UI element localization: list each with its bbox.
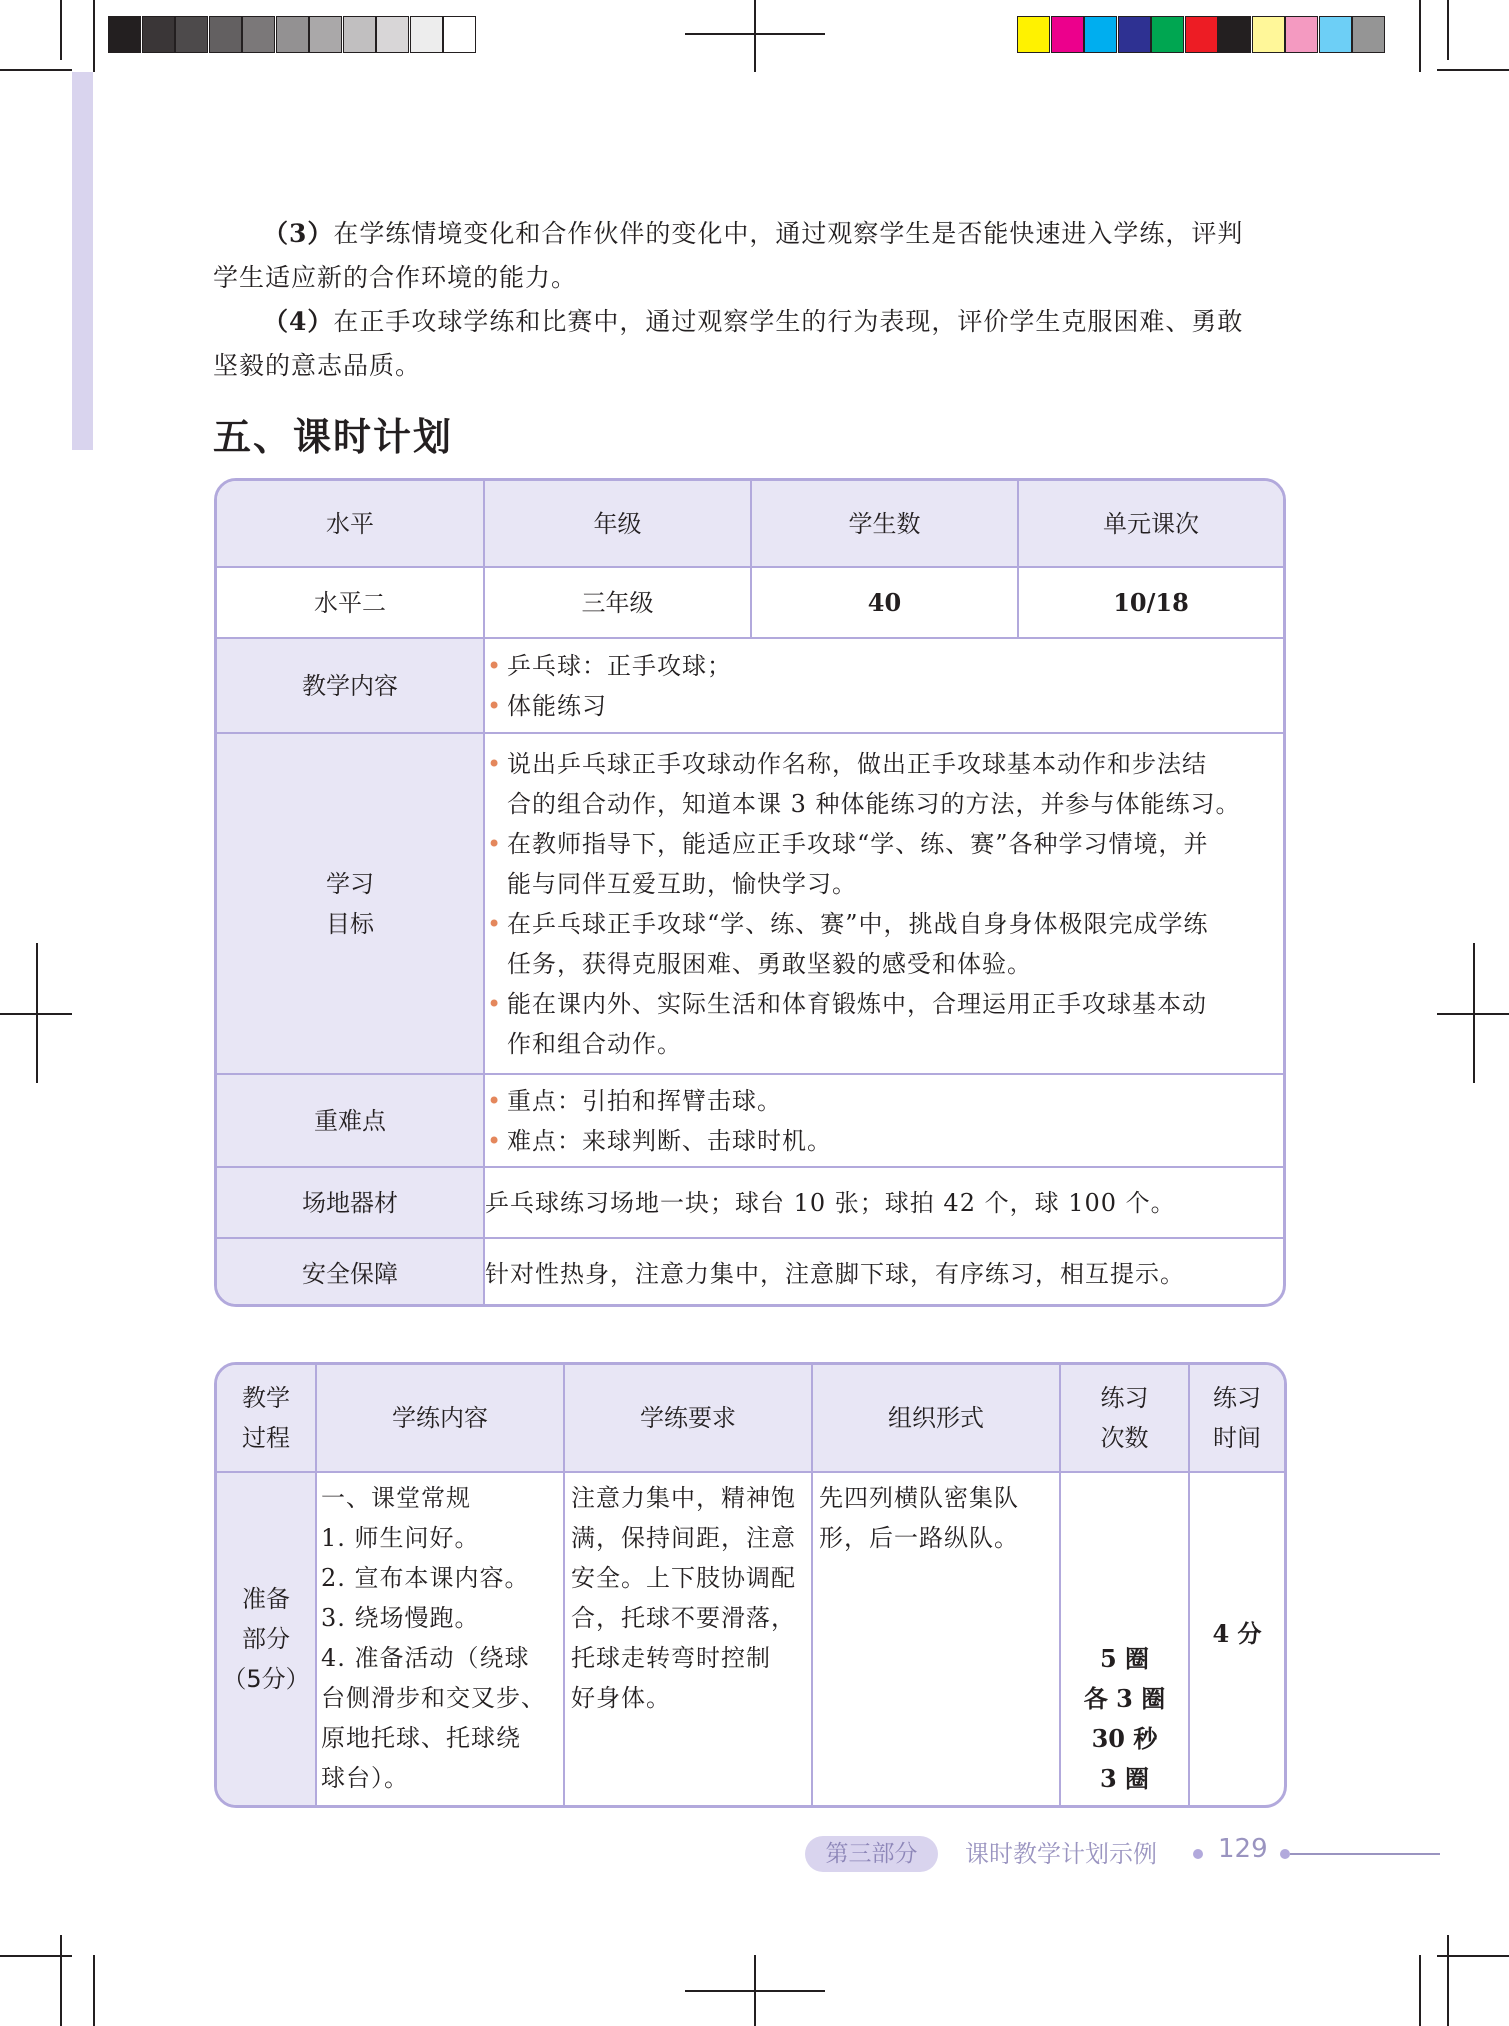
color-swatch [108, 16, 141, 53]
count-line: 5 圈 [1099, 1644, 1150, 1673]
color-swatch [1151, 16, 1184, 53]
color-swatch [410, 16, 443, 53]
crop-mark [1419, 1955, 1421, 2026]
header-level: 水平 [217, 481, 484, 567]
goal-line: 作和组合动作。 [507, 1029, 682, 1058]
content-line: 2. 宣布本课内容。 [321, 1564, 530, 1592]
content-item-text: 体能练习 [507, 691, 607, 720]
lesson-plan-table [214, 478, 1286, 1307]
color-swatch [343, 16, 376, 53]
header-line: 练习 [1213, 1384, 1261, 1412]
stage-line: 部分 [242, 1625, 290, 1653]
goal-item [485, 744, 1283, 824]
label-line: 目标 [326, 909, 374, 938]
requirement-cell [564, 1472, 812, 1805]
header-line: 练习 [1100, 1384, 1149, 1412]
color-swatch [1118, 16, 1151, 53]
color-swatch [1319, 16, 1352, 53]
color-swatch [242, 16, 275, 53]
key-item [485, 1121, 1283, 1161]
footer-rule [1290, 1853, 1440, 1855]
color-swatch [1185, 16, 1218, 53]
color-swatch [209, 16, 242, 53]
header-lesson-number: 单元课次 [1018, 481, 1283, 567]
paragraph-text: 在学练情境变化和合作伙伴的变化中，通过观察学生是否能快速进入学练，评判 [333, 219, 1244, 248]
paragraph-4 [213, 300, 1283, 388]
goal-line: 在教师指导下，能适应正手攻球“学、练、赛”各种学习情境，并 [507, 829, 1209, 858]
paragraph-3 [213, 212, 1283, 300]
requirement-line: 注意力集中，精神饱 [571, 1484, 796, 1512]
value-lesson-number: 10/18 [1018, 567, 1283, 638]
registration-mark [36, 943, 38, 1083]
crop-mark [60, 0, 62, 60]
header-grade: 年级 [484, 481, 751, 567]
footer-part-badge: 第三部分 [805, 1836, 938, 1872]
content-line: 球台）。 [321, 1764, 409, 1792]
requirement-line: 合，托球不要滑落， [571, 1604, 796, 1632]
crop-mark [1447, 0, 1449, 60]
color-swatch [1252, 16, 1285, 53]
count-line: 3 圈 [1099, 1764, 1150, 1793]
bullet-icon: • [487, 989, 503, 1018]
goal-item [485, 984, 1283, 1064]
time-value: 4 分 [1212, 1619, 1262, 1648]
header-line: 过程 [242, 1424, 290, 1452]
crop-mark [93, 0, 95, 72]
header-line: 次数 [1100, 1424, 1149, 1452]
page-number: 129 [1218, 1834, 1268, 1864]
color-swatch [1051, 16, 1084, 53]
label-teaching-content: 教学内容 [217, 638, 484, 733]
label-line: 学习 [326, 869, 374, 898]
bullet-icon: • [487, 651, 503, 680]
registration-mark [1473, 943, 1475, 1083]
requirement-line: 好身体。 [571, 1684, 671, 1712]
organization-line: 形，后一路纵队。 [819, 1524, 1019, 1552]
paragraph-text: 在正手攻球学练和比赛中，通过观察学生的行为表现，评价学生克服困难、勇敢 [333, 307, 1244, 336]
requirement-line: 满，保持间距，注意 [571, 1524, 796, 1552]
content-line: 4. 准备活动（绕球 [321, 1644, 530, 1672]
key-item-text: 重点：引拍和挥臂击球。 [507, 1086, 782, 1115]
header-content: 学练内容 [316, 1365, 564, 1472]
header-time [1189, 1365, 1284, 1472]
label-equipment: 场地器材 [217, 1167, 484, 1238]
crop-mark [60, 1935, 62, 2026]
color-swatch [142, 16, 175, 53]
value-level: 水平二 [217, 567, 484, 638]
header-line: 时间 [1213, 1424, 1261, 1452]
crop-mark [0, 69, 72, 71]
footer-dot-icon [1193, 1849, 1203, 1859]
registration-mark [754, 1955, 756, 2026]
key-item [485, 1081, 1283, 1121]
header-organization: 组织形式 [812, 1365, 1060, 1472]
paragraph-line [213, 300, 1283, 344]
content-item [485, 646, 1283, 686]
goal-item [485, 904, 1283, 984]
stage-label [217, 1472, 316, 1805]
label-safety: 安全保障 [217, 1238, 484, 1307]
bullet-icon: • [487, 829, 503, 858]
content-line: 3. 绕场慢跑。 [321, 1604, 480, 1632]
crop-mark [1437, 69, 1509, 71]
organization-line: 先四列横队密集队 [819, 1484, 1019, 1512]
teaching-content-cell [484, 638, 1283, 733]
content-line: 台侧滑步和交叉步、 [321, 1684, 546, 1712]
color-swatch [1017, 16, 1050, 53]
color-swatch [1218, 16, 1251, 53]
paragraph-text: 学生适应新的合作环境的能力。 [213, 263, 578, 292]
goal-line: 能与同伴互爱互助，愉快学习。 [507, 869, 857, 898]
paragraph-text: 坚毅的意志品质。 [213, 351, 422, 380]
content-cell [316, 1472, 564, 1805]
paragraph-line [213, 212, 1283, 256]
header-process [217, 1365, 316, 1472]
goal-line: 合的组合动作，知道本课 3 种体能练习的方法，并参与体能练习。 [507, 789, 1241, 818]
bullet-icon: • [487, 749, 503, 778]
safety-cell: 针对性热身，注意力集中，注意脚下球，有序练习，相互提示。 [484, 1238, 1283, 1307]
bullet-icon: • [487, 1126, 503, 1155]
color-swatch [1285, 16, 1318, 53]
color-swatch [1084, 16, 1117, 53]
label-learning-goals [217, 733, 484, 1074]
organization-cell [812, 1472, 1060, 1805]
color-swatch [309, 16, 342, 53]
paragraph-number: （4） [263, 307, 334, 336]
stage-line: 准备 [242, 1585, 290, 1613]
content-item [485, 686, 1283, 726]
header-line: 教学 [242, 1384, 290, 1412]
value-grade: 三年级 [484, 567, 751, 638]
goal-line: 能在课内外、实际生活和体育锻炼中，合理运用正手攻球基本动 [507, 989, 1207, 1018]
content-line: 1. 师生问好。 [321, 1524, 480, 1552]
key-item-text: 难点：来球判断、击球时机。 [507, 1126, 832, 1155]
header-count [1060, 1365, 1189, 1472]
count-line: 各 3 圈 [1083, 1684, 1166, 1713]
time-cell [1189, 1472, 1284, 1805]
header-requirement: 学练要求 [564, 1365, 812, 1472]
crop-mark [93, 1955, 95, 2026]
goal-line: 说出乒乓球正手攻球动作名称，做出正手攻球基本动作和步法结 [507, 749, 1207, 778]
requirement-line: 安全。上下肢协调配 [571, 1564, 796, 1592]
paragraph-number: （3） [263, 219, 334, 248]
learning-goals-cell [484, 733, 1283, 1074]
crop-mark [1447, 1935, 1449, 2026]
count-cell [1060, 1472, 1189, 1805]
footer-chapter-title: 课时教学计划示例 [965, 1840, 1157, 1868]
content-line: 一、课堂常规 [321, 1484, 471, 1512]
bullet-icon: • [487, 1086, 503, 1115]
color-swatch [276, 16, 309, 53]
goal-line: 在乒乓球正手攻球“学、练、赛”中，挑战自身身体极限完成学练 [507, 909, 1209, 938]
footer-dot-icon [1280, 1849, 1290, 1859]
teaching-process-table [214, 1362, 1287, 1808]
color-swatch [376, 16, 409, 53]
crop-mark [1419, 0, 1421, 72]
label-key-points: 重难点 [217, 1074, 484, 1167]
content-item-text: 乒乓球：正手攻球； [507, 651, 732, 680]
stage-line: （5分） [222, 1665, 310, 1693]
count-line: 30 秒 [1091, 1724, 1158, 1753]
color-swatch [175, 16, 208, 53]
goal-line: 任务，获得克服困难、勇敢坚毅的感受和体验。 [507, 949, 1032, 978]
header-students: 学生数 [751, 481, 1018, 567]
color-swatch [443, 16, 476, 53]
registration-mark [754, 0, 756, 72]
section-heading: 五、课时计划 [213, 414, 454, 459]
key-points-cell [484, 1074, 1283, 1167]
color-swatch [1352, 16, 1385, 53]
value-students: 40 [751, 567, 1018, 638]
equipment-cell: 乒乓球练习场地一块；球台 10 张；球拍 42 个，球 100 个。 [484, 1167, 1283, 1238]
requirement-line: 托球走转弯时控制 [571, 1644, 771, 1672]
bullet-icon: • [487, 691, 503, 720]
content-line: 原地托球、托球绕 [321, 1724, 521, 1752]
bullet-icon: • [487, 909, 503, 938]
goal-item [485, 824, 1283, 904]
side-accent-bar [72, 72, 93, 450]
